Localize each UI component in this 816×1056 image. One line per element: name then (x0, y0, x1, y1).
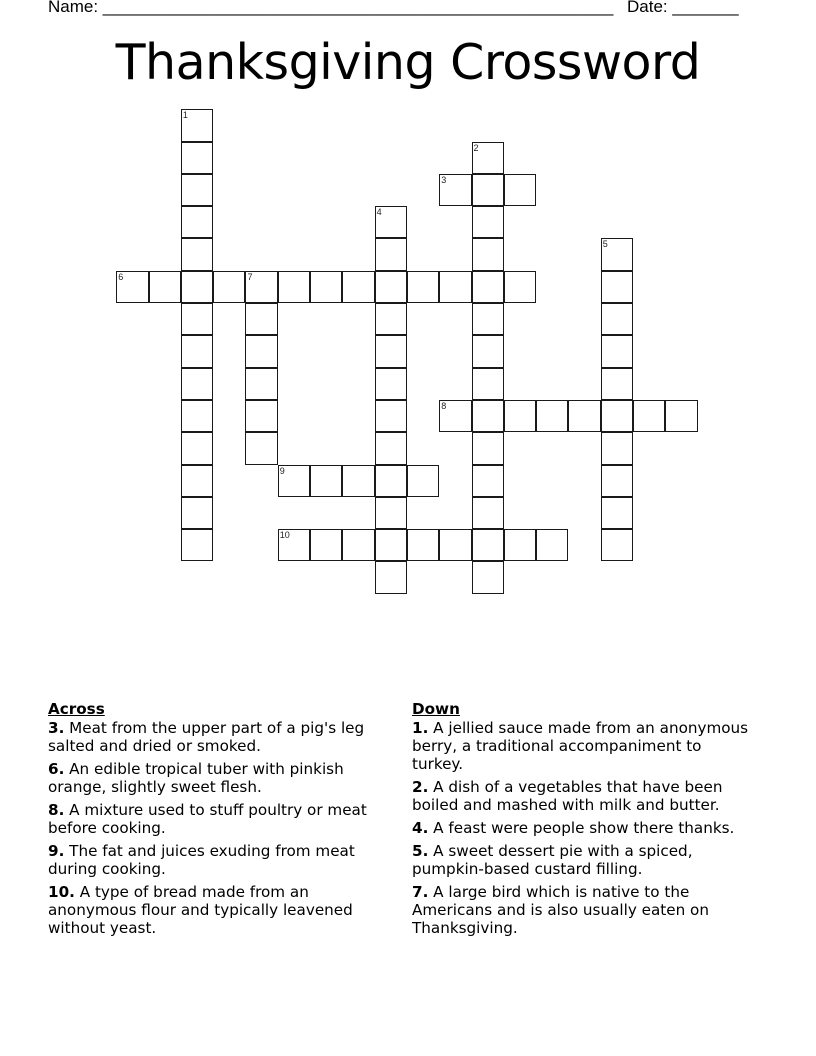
clue-number-label: 5 (602, 239, 608, 250)
clue-number-label: 6 (118, 271, 124, 282)
clue-number-label: 8 (441, 400, 447, 411)
grid-cell[interactable] (310, 529, 342, 561)
grid-cell[interactable] (407, 529, 439, 561)
grid-cell[interactable] (375, 303, 407, 335)
grid-cell[interactable] (633, 400, 665, 432)
grid-cell[interactable] (181, 368, 213, 400)
clue-number: 7. (412, 883, 429, 901)
clue-number-label: 4 (376, 207, 382, 218)
grid-cell[interactable] (472, 238, 504, 270)
grid-cell[interactable] (601, 335, 633, 367)
grid-cell[interactable] (439, 271, 471, 303)
clue-across-3 (48, 719, 398, 755)
grid-cell[interactable] (601, 238, 633, 270)
grid-cell[interactable] (213, 271, 245, 303)
down-heading: Down (412, 700, 460, 718)
grid-cell[interactable] (601, 529, 633, 561)
grid-cell[interactable] (181, 497, 213, 529)
grid-cell[interactable] (181, 174, 213, 206)
grid-cell[interactable] (375, 400, 407, 432)
grid-cell[interactable] (472, 368, 504, 400)
grid-cell[interactable] (375, 238, 407, 270)
grid-cell[interactable] (472, 335, 504, 367)
grid-cell[interactable] (181, 465, 213, 497)
grid-cell[interactable] (181, 206, 213, 238)
grid-cell[interactable] (472, 271, 504, 303)
grid-cell[interactable] (568, 400, 600, 432)
clue-text: A dish of a vegetables that have been boiled and mashed with milk and butter. (412, 778, 723, 814)
grid-cell[interactable] (116, 271, 148, 303)
grid-cell[interactable] (375, 561, 407, 593)
grid-cell[interactable] (472, 497, 504, 529)
grid-cell[interactable] (245, 303, 277, 335)
clue-number-label: 1 (182, 110, 188, 121)
across-clues (48, 700, 398, 942)
clue-text: The fat and juices exuding from meat during cooking. (48, 842, 355, 878)
clue-number: 2. (412, 778, 429, 796)
grid-cell[interactable] (181, 335, 213, 367)
clue-number: 6. (48, 760, 65, 778)
clue-number-label: 3 (441, 174, 447, 185)
grid-cell[interactable] (375, 432, 407, 464)
clue-number: 9. (48, 842, 65, 860)
clue-across-6 (48, 760, 398, 796)
clue-text: An edible tropical tuber with pinkish orange, slightly sweet flesh. (48, 760, 344, 796)
clue-number-label: 10 (279, 530, 290, 541)
grid-cell[interactable] (407, 465, 439, 497)
crossword-grid (117, 110, 717, 610)
grid-cell[interactable] (472, 303, 504, 335)
clue-text: A mixture used to stuff poultry or meat before cooking. (48, 801, 367, 837)
grid-cell[interactable] (245, 368, 277, 400)
grid-cell[interactable] (439, 529, 471, 561)
grid-cell[interactable] (472, 465, 504, 497)
clue-number: 8. (48, 801, 65, 819)
grid-cell[interactable] (472, 142, 504, 174)
clue-number: 3. (48, 719, 65, 737)
grid-cell[interactable] (439, 174, 471, 206)
clue-text: A feast were people show there thanks. (428, 819, 735, 837)
grid-cell[interactable] (375, 271, 407, 303)
grid-cell[interactable] (310, 271, 342, 303)
grid-cell[interactable] (181, 432, 213, 464)
grid-cell[interactable] (536, 400, 568, 432)
grid-cell[interactable] (181, 109, 213, 141)
clue-down-7 (412, 883, 757, 937)
grid-cell[interactable] (504, 400, 536, 432)
clue-down-4 (412, 819, 757, 837)
grid-cell[interactable] (181, 303, 213, 335)
grid-cell[interactable] (245, 400, 277, 432)
grid-cell[interactable] (181, 271, 213, 303)
grid-cell[interactable] (601, 400, 633, 432)
grid-cell[interactable] (504, 174, 536, 206)
clue-text: A sweet dessert pie with a spiced, pumpkin-based custard filling. (412, 842, 693, 878)
clue-text: A type of bread made from an anonymous flour and typically leavened without yeast. (48, 883, 353, 937)
grid-cell[interactable] (601, 303, 633, 335)
grid-cell[interactable] (472, 206, 504, 238)
grid-cell[interactable] (278, 529, 310, 561)
clue-across-8 (48, 801, 398, 837)
clue-number-label: 7 (247, 271, 253, 282)
grid-cell[interactable] (601, 368, 633, 400)
clue-down-2 (412, 778, 757, 814)
grid-cell[interactable] (504, 529, 536, 561)
grid-cell[interactable] (245, 335, 277, 367)
grid-cell[interactable] (181, 142, 213, 174)
grid-cell[interactable] (342, 465, 374, 497)
clue-number: 1. (412, 719, 429, 737)
grid-cell[interactable] (342, 529, 374, 561)
clue-text: A jellied sauce made from an anonymous berry, a traditional accompaniment to turkey. (412, 719, 749, 773)
clue-across-10 (48, 883, 398, 937)
down-clues (412, 700, 757, 942)
grid-cell[interactable] (439, 400, 471, 432)
grid-cell[interactable] (601, 271, 633, 303)
grid-cell[interactable] (601, 497, 633, 529)
clue-across-9 (48, 842, 398, 878)
grid-cell[interactable] (149, 271, 181, 303)
clue-number: 10. (48, 883, 75, 901)
grid-cell[interactable] (472, 529, 504, 561)
clue-number: 5. (412, 842, 429, 860)
grid-cell[interactable] (472, 561, 504, 593)
name-field-label: Name: ______________________________________________________ (48, 0, 614, 16)
grid-cell[interactable] (536, 529, 568, 561)
grid-cell[interactable] (665, 400, 697, 432)
date-field-label: Date: _______ (627, 0, 739, 16)
clue-text: A large bird which is native to the Americans and is also usually eaten on Thanksgiving. (412, 883, 709, 937)
grid-cell[interactable] (181, 238, 213, 270)
grid-cell[interactable] (245, 271, 277, 303)
grid-cell[interactable] (472, 432, 504, 464)
grid-cell[interactable] (375, 529, 407, 561)
grid-cell[interactable] (278, 465, 310, 497)
clue-number-label: 2 (473, 142, 479, 153)
grid-cell[interactable] (472, 174, 504, 206)
grid-cell[interactable] (601, 432, 633, 464)
clue-down-1 (412, 719, 757, 773)
grid-cell[interactable] (181, 529, 213, 561)
clue-number-label: 9 (279, 465, 285, 476)
grid-cell[interactable] (472, 400, 504, 432)
grid-cell[interactable] (375, 465, 407, 497)
grid-cell[interactable] (181, 400, 213, 432)
clue-down-5 (412, 842, 757, 878)
grid-cell[interactable] (245, 432, 277, 464)
across-heading: Across (48, 700, 105, 718)
grid-cell[interactable] (375, 335, 407, 367)
clue-text: Meat from the upper part of a pig's leg salted and dried or smoked. (48, 719, 365, 755)
clue-number: 4. (412, 819, 429, 837)
page-title: Thanksgiving Crossword (115, 34, 701, 91)
grid-cell[interactable] (342, 271, 374, 303)
grid-cell[interactable] (504, 271, 536, 303)
grid-cell[interactable] (375, 368, 407, 400)
grid-cell[interactable] (375, 206, 407, 238)
grid-cell[interactable] (375, 497, 407, 529)
grid-cell[interactable] (310, 465, 342, 497)
grid-cell[interactable] (601, 465, 633, 497)
grid-cell[interactable] (407, 271, 439, 303)
grid-cell[interactable] (278, 271, 310, 303)
